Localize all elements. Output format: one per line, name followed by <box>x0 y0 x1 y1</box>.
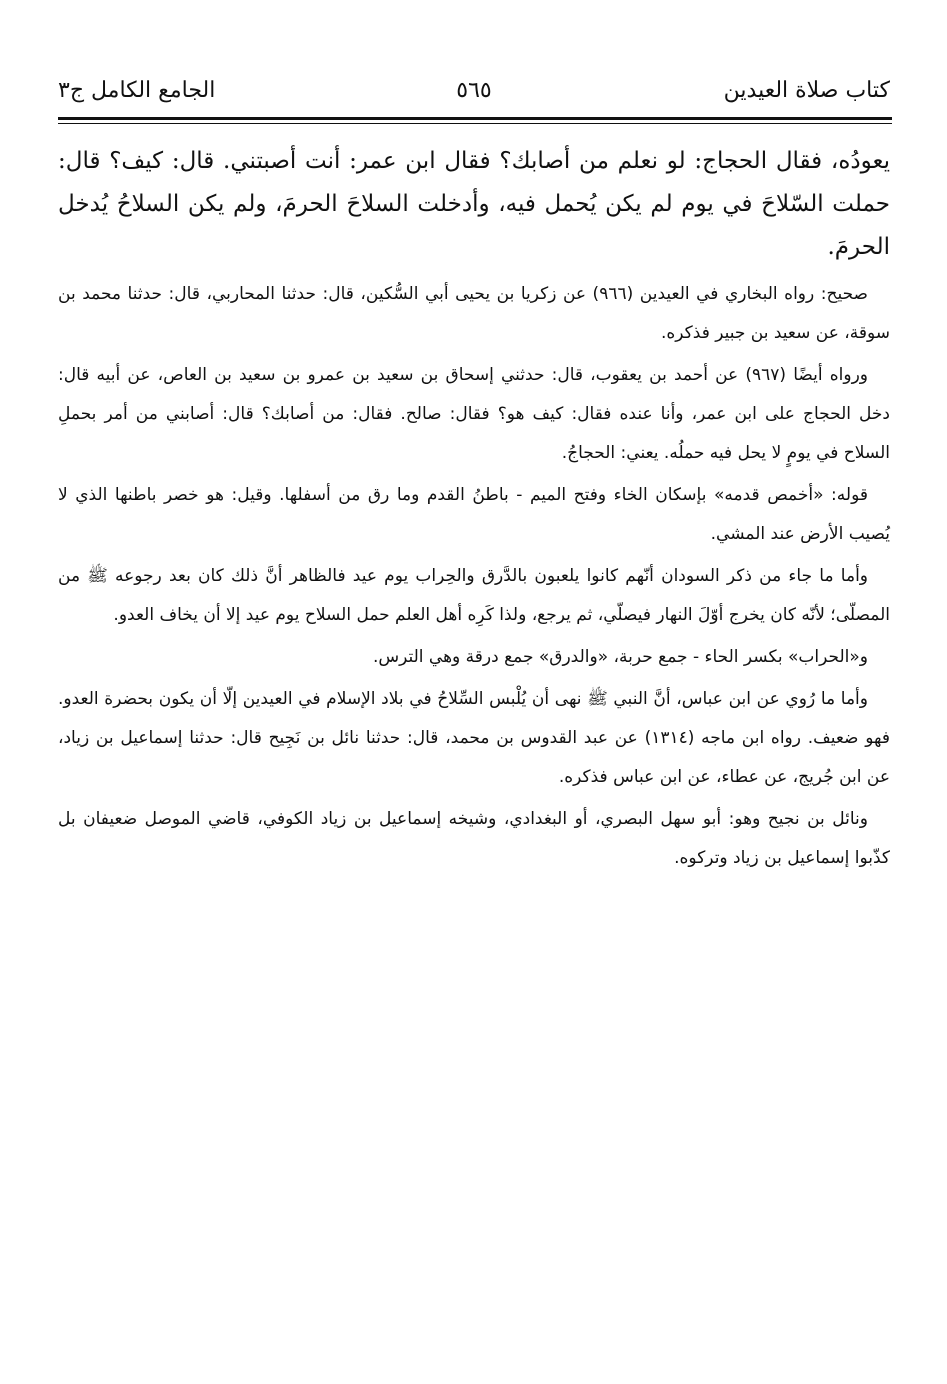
commentary-paragraph: ورواه أيضًا (٩٦٧) عن أحمد بن يعقوب، قال: حدثني إسحاق بن سعيد بن عمرو بن سعيد بن العاص، عن أبيه قال: دخل الحجاج على ابن عمر، وأنا عنده فقال: كيف هو؟ فقال: صالح. فقال: من أصابك؟ قال: أصابني من أمر بحملِ السلاح في يومٍ لا يحل فيه حملُه. يعني: الحجاجُ. <box>58 365 890 463</box>
commentary-paragraph: صحيح: رواه البخاري في العيدين (٩٦٦) عن زكريا بن يحيى أبي السُّكين، قال: حدثنا المحاربي، قال: حدثنا محمد بن سوقة، عن سعيد بن جبير فذكره. <box>58 284 890 343</box>
chapter-title: كتاب صلاة العيدين <box>723 78 890 103</box>
main-text-paragraph: يعودُه، فقال الحجاج: لو نعلم من أصابك؟ فقال ابن عمر: أنت أصبتني. قال: كيف؟ قال: حملت السّلاحَ في يوم لم يكن يُحمل فيه، وأدخلت السلاحَ الحرمَ، ولم يكن السلاحُ يُدخل الحرمَ. <box>58 148 890 260</box>
header-rule-thin <box>58 123 892 124</box>
commentary-paragraph: وأما ما جاء من ذكر السودان أنّهم كانوا يلعبون بالدَّرق والحِراب يوم عيد فالظاهر أنَّ ذلك كان بعد رجوعه ﷺ من المصلّى؛ لأنّه كان يخرج أوّلَ النهار فيصلّي، ثم يرجع، ولذا كَرِه أهل العلم حمل السلاح يوم عيد إلا أن يخاف العدو. <box>58 566 890 625</box>
commentary-paragraph: و«الحراب» بكسر الحاء - جمع حربة، «والدرق» جمع درقة وهي الترس. <box>372 647 868 667</box>
header-rule-thick <box>58 117 892 120</box>
commentary-paragraph: ونائل بن نجيح وهو: أبو سهل البصري، أو البغدادي، وشيخه إسماعيل بن زياد الكوفي، قاضي الموصل ضعيفان بل كذّبوا إسماعيل بن زياد وتركوه. <box>58 809 890 868</box>
page-body <box>58 140 890 881</box>
page-header <box>58 70 890 112</box>
page-number: ٥٦٥ <box>456 78 492 103</box>
commentary-paragraph: قوله: «أخمص قدمه» بإسكان الخاء وفتح الميم - باطنُ القدم وما رق من أسفلها. وقيل: هو خصر باطنها الذي لا يُصيب الأرض عند المشي. <box>58 485 890 544</box>
commentary-paragraph: وأما ما رُوي عن ابن عباس، أنَّ النبي ﷺ نهى أن يُلْبس السِّلاحُ في بلاد الإسلام في العيدين إلّا أن يكون بحضرة العدو. فهو ضعيف. رواه ابن ماجه (١٣١٤) عن عبد القدوس بن محمد، قال: حدثنا نائل بن نَجِيح قال: حدثنا إسماعيل بن زياد، عن ابن جُريج، عن عطاء، عن ابن عباس فذكره. <box>58 689 890 787</box>
book-title: الجامع الكامل ج٣ <box>58 78 216 103</box>
